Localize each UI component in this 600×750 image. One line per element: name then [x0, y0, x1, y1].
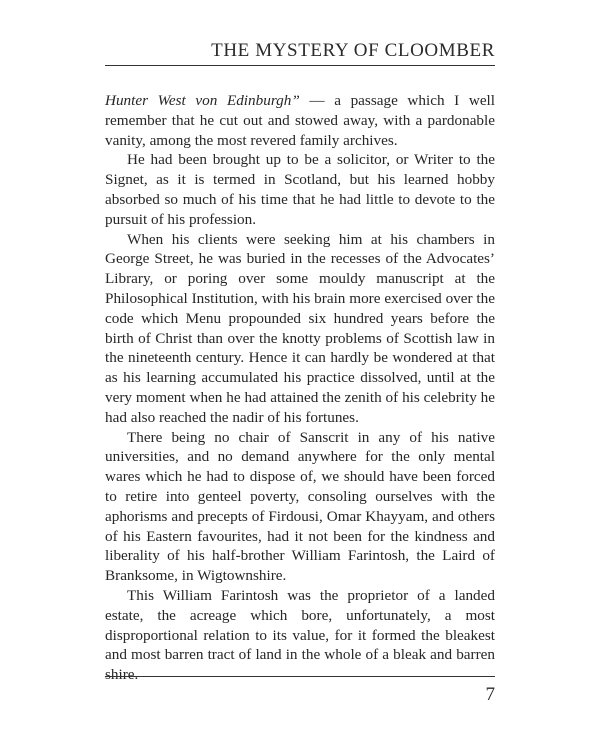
footer-rule: [105, 676, 495, 677]
paragraph-1-text: — a passage which I well remember that he cut out and stowed away, with a pardonable vanity, among the most revered family archives.: [105, 92, 495, 149]
page-number: 7: [485, 684, 495, 705]
paragraph-5: This William Farintosh was the proprietor of a landed estate, the acreage which bore, unfortunately, a most disproportional relation to its value, for it formed the bleakest and most barren tract of land in the whole of a bleak and barren shire.: [105, 586, 495, 684]
paragraph-3: When his clients were seeking him at his chambers in George Street, he was buried in the recesses of the Advocates’ Library, or poring over some mouldy manuscript at the Philosophical Institution, with his brain more exercised over the code which Menu propounded six hundred years before the birth of Christ than over the knotty problems of Scottish law in the nineteenth century. Hence it can hardly be wondered at that as his learning accumulated his practice dissolved, until at the very moment when he had attained the zenith of his celebrity he had also reached the nadir of his fortunes.: [105, 230, 495, 426]
body-text: [105, 91, 495, 685]
paragraph-1: [105, 91, 495, 150]
paragraph-4: There being no chair of Sanscrit in any of his native universities, and no demand anywhere for the only mental wares which he had to dispose of, we should have been forced to retire into genteel poverty, consoling ourselves with the aphorisms and precepts of Firdousi, Omar Khayyam, and others of his Eastern favourites, had it not been for the kindness and liberality of his half-brother William Farintosh, the Laird of Branksome, in Wigtownshire.: [105, 428, 495, 585]
paragraph-1-italic-lead: Hunter West von Edinburgh”: [105, 92, 300, 109]
header-rule: [105, 65, 495, 66]
running-head: THE MYSTERY OF CLOOMBER: [211, 40, 495, 61]
paragraph-2: He had been brought up to be a solicitor, or Writer to the Signet, as it is termed in Scotland, but his learned hobby absorbed so much of his time that he had little to devote to the pursuit of his profession.: [105, 151, 495, 228]
